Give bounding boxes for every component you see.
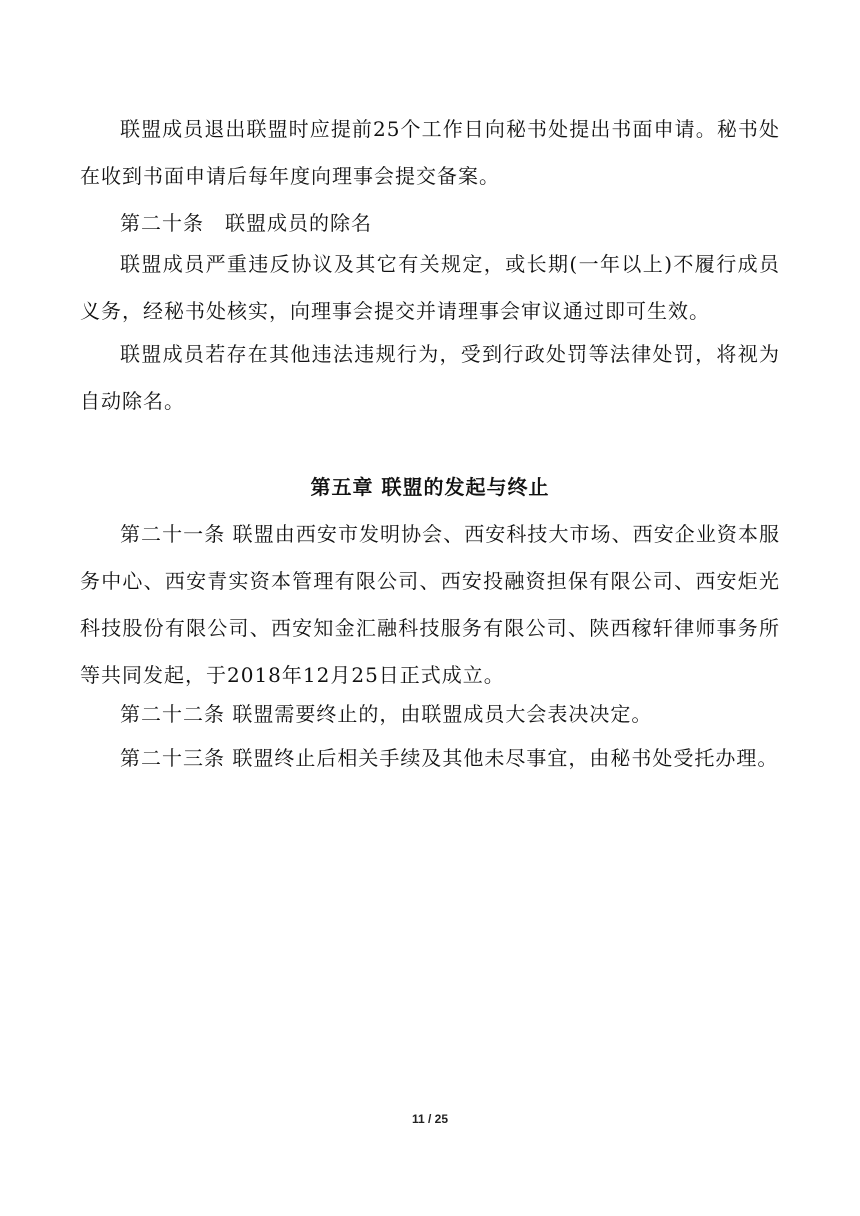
paragraph-withdrawal: 联盟成员退出联盟时应提前25个工作日向秘书处提出书面申请。秘书处在收到书面申请后每年度向理事会提交备案。 (80, 117, 780, 188)
paragraph-expulsion-penalty: 联盟成员若存在其他违法违规行为，受到行政处罚等法律处罚，将视为自动除名。 (80, 342, 780, 413)
chapter-title: 第五章 联盟的发起与终止 (310, 475, 550, 499)
article-21-paragraph: 第二十一条 联盟由西安市发明协会、西安科技大市场、西安企业资本服务中心、西安青实资本管理有限公司、西安投融资担保有限公司、西安炬光科技股份有限公司、西安知金汇融科技服务有限公司、陕西稼轩律师事务所等共同发起，于2018年12月25日正式成立。 (80, 522, 780, 687)
page-number: 11 / 25 (411, 1112, 449, 1126)
article-20-heading: 第二十条 联盟成员的除名 (120, 211, 372, 235)
article-23-paragraph: 第二十三条 联盟终止后相关手续及其他未尽事宜，由秘书处受托办理。 (120, 746, 779, 770)
article-22-paragraph: 第二十二条 联盟需要终止的，由联盟成员大会表决决定。 (120, 702, 653, 726)
paragraph-expulsion-violation: 联盟成员严重违反协议及其它有关规定，或长期(一年以上)不履行成员义务，经秘书处核实，向理事会提交并请理事会审议通过即可生效。 (80, 252, 780, 323)
